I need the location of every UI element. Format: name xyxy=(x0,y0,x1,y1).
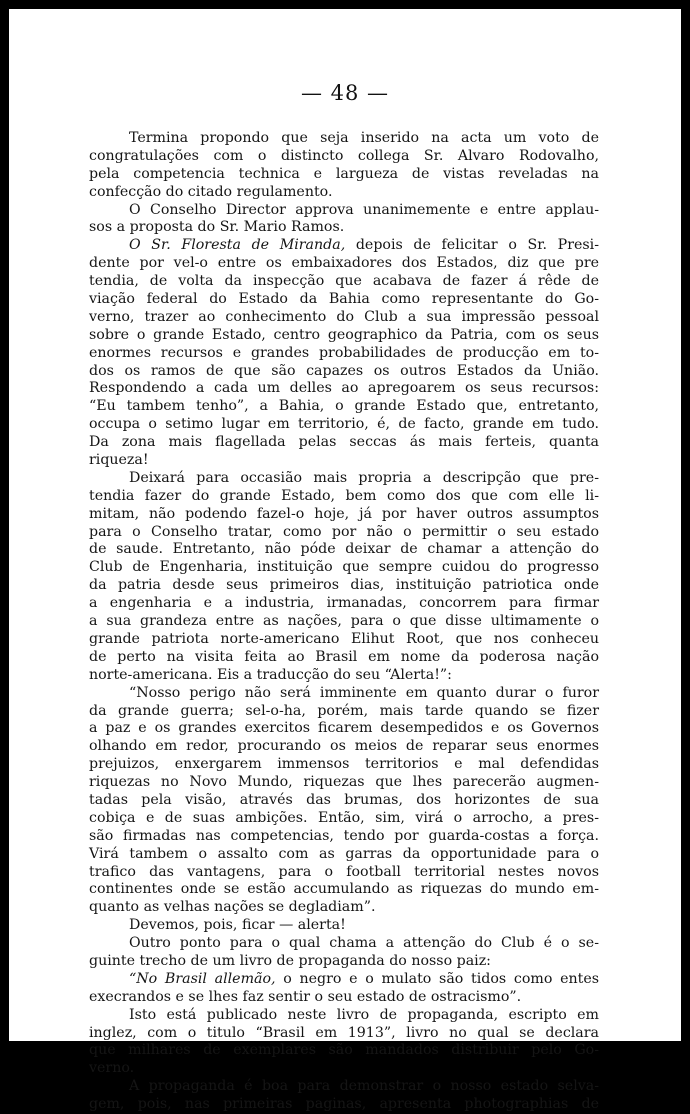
text-line: a sua grandeza entre as nações, para o que disse ultimamente o xyxy=(89,613,599,630)
text-line: O Sr. Floresta de Miranda, depois de felicitar o Sr. Presi- xyxy=(129,237,599,254)
text-line: norte-americana. Eis a traducção do seu “Alerta!”: xyxy=(89,666,452,683)
page-number: — 48 — xyxy=(300,81,390,105)
text-line: verno, trazer ao conhecimento do Club a sua impressão pessoal xyxy=(89,308,599,325)
text-line: O Conselho Director approva unanimemente e entre applau- xyxy=(129,201,599,218)
document-page xyxy=(9,9,681,1113)
text-line: riqueza! xyxy=(89,452,149,469)
text-line: mitam, não podendo fazel-o hoje, já por haver outros assumptos xyxy=(89,505,599,522)
text-line: “No Brasil allemão, o negro e o mulato são tidos como entes xyxy=(129,970,599,987)
text-line: Respondendo a cada um delles ao apregoarem os seus recursos: xyxy=(89,380,599,397)
text-line: dente por vel-o entre os embaixadores dos Estados, diz que pre xyxy=(89,255,599,272)
text-line: olhando em redor, procurando os meios de reparar seus enormes xyxy=(89,738,599,755)
text-line: “Nosso perigo não será imminente em quanto durar o furor xyxy=(129,684,599,701)
text-line: viação federal do Estado da Bahia como representante do Go- xyxy=(89,291,599,308)
text-line: gem, pois, nas primeiras paginas, apresenta photographias de xyxy=(89,1096,599,1113)
text-line: Club de Engenharia, instituição que sempre cuidou do progresso xyxy=(89,559,599,576)
text-line: Termina propondo que seja inserido na acta um voto de xyxy=(129,130,599,146)
text-line: verno. xyxy=(89,1060,135,1077)
text-line: sobre o grande Estado, centro geographico da Patria, com os seus xyxy=(89,326,599,343)
text-line: Da zona mais flagellada pelas seccas ás mais ferteis, quanta xyxy=(89,434,599,451)
text-line: grande patriota norte-americano Elihut Root, que nos conheceu xyxy=(89,630,599,647)
text-line: guinte trecho de um livro de propaganda do nosso paiz: xyxy=(89,952,491,969)
text-line: execrandos e se lhes faz sentir o seu estado de ostracismo”. xyxy=(89,988,522,1005)
text-line: “Eu tambem tenho”, a Bahia, o grande Estado que, entretanto, xyxy=(89,398,599,415)
text-line: quanto as velhas nações se degladiam”. xyxy=(89,899,376,916)
text-line: Devemos, pois, ficar — alerta! xyxy=(129,917,346,934)
text-line: tadas pela visão, através das brumas, dos horizontes de sua xyxy=(89,791,599,808)
text-line: de saude. Entretanto, não póde deixar de chamar a attenção do xyxy=(89,541,599,558)
text-line: riquezas no Novo Mundo, riquezas que lhes parecerão augmen- xyxy=(89,774,599,791)
text-line: Virá tambem o assalto com as garras da opportunidade para o xyxy=(89,845,599,862)
text-line: congratulações com o distincto collega Sr. Alvaro Rodovalho, xyxy=(89,147,599,164)
body-text xyxy=(89,130,599,1114)
text-line: enormes recursos e grandes probabilidades de producção em to- xyxy=(89,344,599,361)
text-line: Outro ponto para o qual chama a attenção do Club é o se- xyxy=(129,935,599,952)
text-line: da grande guerra; sel-o-ha, porém, mais tarde quando se fizer xyxy=(89,702,599,719)
text-line: sos a proposta do Sr. Mario Ramos. xyxy=(89,219,345,236)
text-line: a paz e os grandes exercitos ficarem desempedidos e os Governos xyxy=(89,720,599,737)
text-line: Isto está publicado neste livro de propaganda, escripto em xyxy=(129,1006,599,1023)
text-line: de perto na visita feita ao Brasil em nome da poderosa nação xyxy=(89,648,599,665)
text-line: tendia, de volta da inspecção que acabava de fazer á rêde de xyxy=(89,273,599,290)
text-line: a engenharia e a industria, irmanadas, concorrem para firmar xyxy=(89,595,599,612)
text-line: pela competencia technica e largueza de vistas reveladas na xyxy=(89,165,599,182)
text-line: dos os ramos de que são capazes os outros Estados da União. xyxy=(89,362,599,379)
text-line: que milhares de exemplares são mandados distribuir pelo Go- xyxy=(89,1042,599,1059)
text-line: da patria desde seus primeiros dias, instituição patriotica onde xyxy=(89,577,599,594)
text-line: para o Conselho tratar, como por não o permittir o seu estado xyxy=(89,523,599,540)
text-line: confecção do citado regulamento. xyxy=(89,183,333,200)
text-line: prejuizos, enxergarem immensos territorios e mal defendidas xyxy=(89,756,599,773)
text-line: são firmadas nas competencias, tendo por guarda-costas a força. xyxy=(89,827,599,844)
text-line: trafico das vantagens, para o football territorial nestes novos xyxy=(89,863,599,880)
text-line: continentes onde se estão accumulando as riquezas do mundo em- xyxy=(89,881,599,898)
text-line: Deixará para occasião mais propria a descripção que pre- xyxy=(129,469,599,486)
text-line: occupa o setimo lugar em territorio, é, de facto, grande em tudo. xyxy=(89,416,599,433)
text-line: inglez, com o titulo “Brasil em 1913”, livro no qual se declara xyxy=(89,1024,599,1041)
text-line: A propaganda é boa para demonstrar o nosso estado selva- xyxy=(129,1078,599,1095)
text-line: tendia fazer do grande Estado, bem como dos que com elle li- xyxy=(89,487,599,504)
text-line: cobiça e de suas ambições. Então, sim, virá o arrocho, a pres- xyxy=(89,809,599,826)
